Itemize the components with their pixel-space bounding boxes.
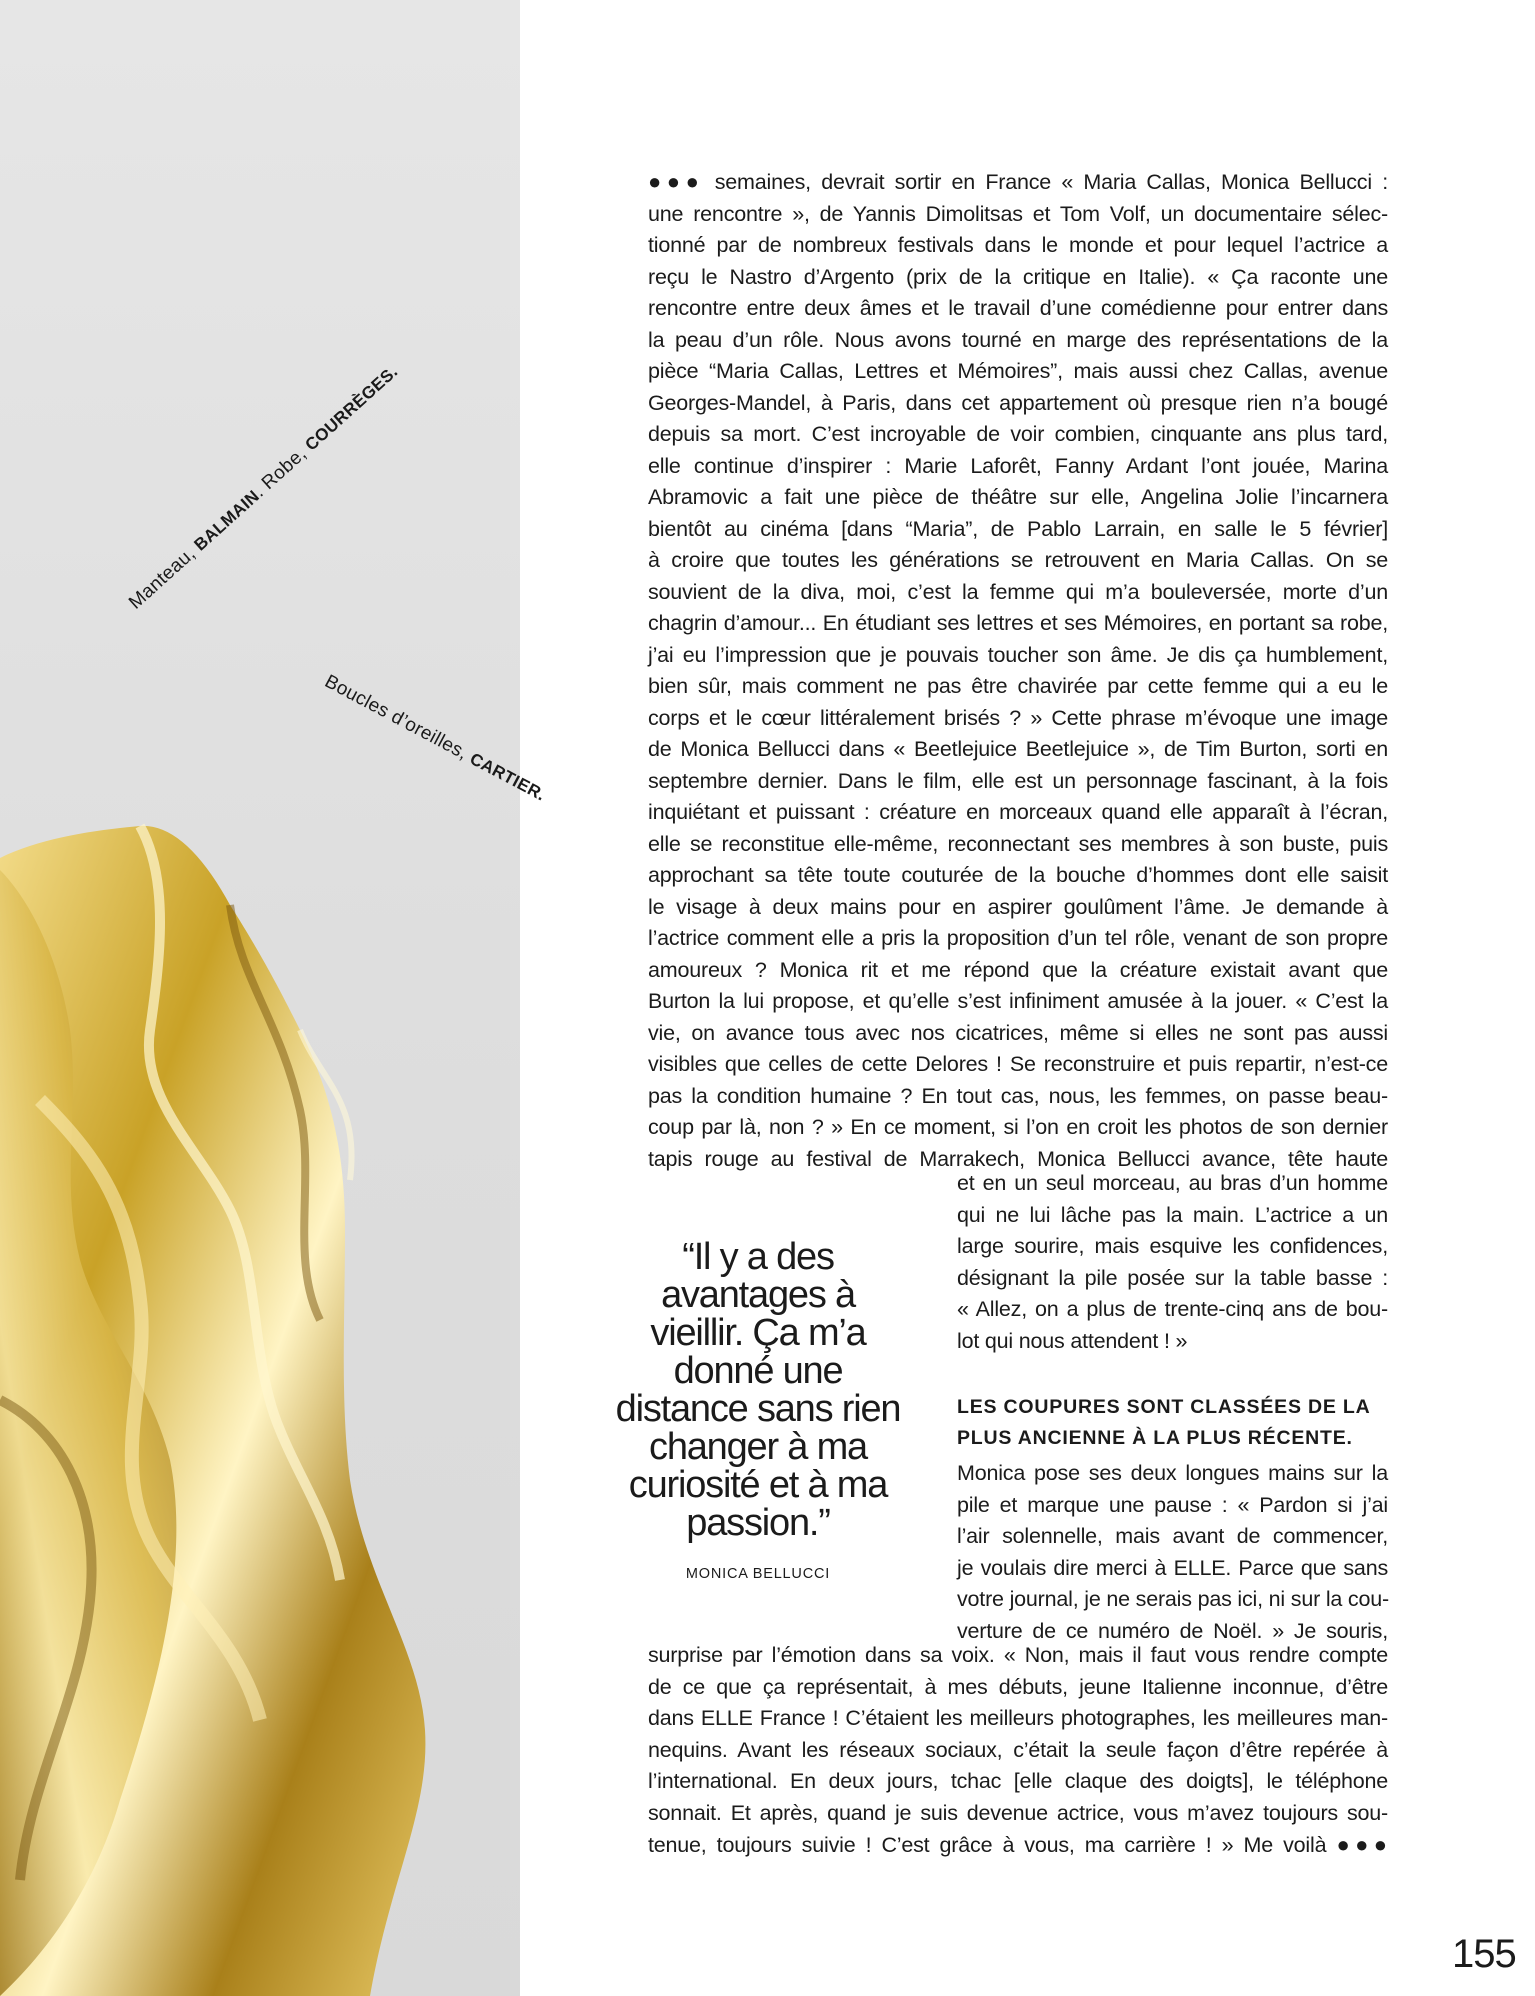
photo-credit-caption-earrings: Boucles d’oreilles, CARTIER.: [321, 671, 549, 805]
article-main-line: souvient de la diva, moi, c’est la femme qui m’a bouleversée, morte d’un: [648, 579, 1388, 604]
article-main-line: tapis rouge au festival de Marrakech, Monica Bellucci avance, tête haute: [648, 1146, 1388, 1171]
article-right-2-line: Monica pose ses deux longues mains sur la: [957, 1461, 1388, 1485]
pull-quote: [598, 1238, 918, 1542]
photo-credit-caption-clothing: Manteau, BALMAIN. Robe, COURRÈGES.: [125, 361, 402, 614]
article-main-line: l’actrice comment elle a pris la proposition d’un tel rôle, venant de son propre: [648, 926, 1388, 950]
article-main-line: la peau d’un rôle. Nous avons tourné en marge des représentations de la: [648, 327, 1388, 352]
bullets-start: ●●●: [648, 169, 705, 194]
pull-quote-line: distance sans rien: [615, 1388, 901, 1430]
article-main-line: Burton la lui propose, et qu’elle s’est infiniment amusée à la jouer. « C’est la: [648, 989, 1388, 1013]
article-main-line: visibles que celles de cette Delores ! Se reconstruire et puis repartir, n’est-ce: [648, 1052, 1388, 1076]
article-main-line: reçu le Nastro d’Argento (prix de la critique en Italie). « Ça raconte une: [648, 264, 1388, 289]
article-right-2-line: verture de ce numéro de Noël. » Je souris,: [957, 1618, 1388, 1643]
article-bottom-line: l’international. En deux jours, tchac [elle claque des doigts], le téléphone: [648, 1769, 1388, 1793]
article-main-line: inquiétant et puissant : créature en morceaux quand elle apparaît à l’écran,: [648, 800, 1388, 824]
pull-quote-line: donné une: [673, 1350, 843, 1392]
article-main-line: bien sûr, mais comment ne pas être chavirée par cette femme qui a eu le: [648, 674, 1388, 698]
article-main-line: chagrin d’amour... En étudiant ses lettres et ses Mémoires, en portant sa robe,: [648, 611, 1388, 635]
article-bottom-block: [648, 1640, 1388, 1862]
article-main-line: Abramovic a fait une pièce de théâtre sur elle, Angelina Jolie l’incarnera: [648, 485, 1388, 509]
brand-cartier: CARTIER.: [466, 749, 549, 805]
article-bottom-line: nequins. Avant les réseaux sociaux, c’était la seule façon d’être repérée à: [648, 1737, 1388, 1762]
article-main-line: rencontre entre deux âmes et le travail d’une comédienne pour entrer dans: [648, 296, 1388, 320]
article-bottom-line: tenue, toujours suivie ! C’est grâce à vous, ma carrière ! » Me voilà ●●●: [648, 1832, 1388, 1857]
gold-garment-image: [0, 0, 520, 1996]
article-right-line: qui ne lui lâche pas la main. L’actrice a un: [957, 1202, 1388, 1227]
article-bottom-line: surprise par l’émotion dans sa voix. « Non, mais il faut vous rendre compte: [648, 1643, 1388, 1667]
article-main-line: une rencontre », de Yannis Dimolitsas et Tom Volf, un documentaire sélec-: [648, 201, 1388, 226]
article-main-line: septembre dernier. Dans le film, elle est un personnage fascinant, à la fois: [648, 768, 1388, 793]
article-main-line: amoureux ? Monica rit et me répond que la créature existait avant que: [648, 957, 1388, 982]
article-bottom-line: sonnait. Et après, quand je suis devenue actrice, vous m’avez toujours sou-: [648, 1800, 1388, 1825]
article-main-line: coup par là, non ? » En ce moment, si l’on en croit les photos de son dernier: [648, 1115, 1388, 1139]
article-main-line: ●●● semaines, devrait sortir en France « Maria Callas, Monica Bellucci :: [648, 169, 1388, 194]
article-right-2-line: votre journal, je ne serais pas ici, ni sur la cou-: [957, 1587, 1389, 1611]
article-right-column: [957, 1168, 1388, 1357]
article-subhead-line: LES COUPURES SONT CLASSÉES DE LA: [957, 1396, 1371, 1418]
article-right-line: et en un seul morceau, au bras d’un homme: [957, 1171, 1388, 1195]
article-main-line: approchant sa tête toute couturée de la bouche d’hommes dont elle saisit: [648, 863, 1388, 887]
article-main-line: corps et le cœur littéralement brisés ? » Cette phrase m’évoque une image: [648, 705, 1388, 730]
article-main-line: j’ai eu l’impression que je pouvais toucher son âme. Je dis ça humblement,: [648, 642, 1388, 667]
pull-quote-line: vieillir. Ça m’a: [650, 1312, 866, 1354]
article-main-line: bientôt au cinéma [dans “Maria”, de Pablo Larrain, en salle le 5 février]: [648, 516, 1388, 541]
article-bottom-line: dans ELLE France ! C’étaient les meilleurs photographes, les meilleures man-: [648, 1706, 1388, 1730]
article-main-line: à croire que toutes les générations se retrouvent en Maria Callas. On se: [648, 548, 1388, 572]
page-number: 155: [1452, 1932, 1516, 1976]
article-subheading: [957, 1392, 1388, 1454]
article-right-line: désignant la pile posée sur la table basse :: [957, 1265, 1388, 1290]
article-main-line: elle continue d’inspirer : Marie Laforêt, Fanny Ardant l’ont jouée, Marina: [648, 453, 1388, 478]
bullets-end: ●●●: [1336, 1832, 1388, 1857]
pull-quote-line: avantages à: [661, 1274, 855, 1316]
article-main-line: pas la condition humaine ? En tout cas, nous, les femmes, on passe beau-: [648, 1083, 1388, 1108]
article-right-column-2: [957, 1458, 1388, 1647]
article-main-line: depuis sa mort. C’est incroyable de voir combien, cinquante ans plus tard,: [648, 422, 1388, 446]
article-right-2-line: l’air solennelle, mais avant de commencer,: [957, 1524, 1388, 1548]
photo-panel: [0, 0, 549, 1996]
article-bottom-line: de ce que ça représentait, à mes débuts, jeune Italienne inconnue, d’être: [648, 1674, 1388, 1699]
article-subhead-line: PLUS ANCIENNE À LA PLUS RÉCENTE.: [957, 1427, 1353, 1449]
brand-balmain: BALMAIN: [190, 486, 263, 555]
pull-quote-line: curiosité et à ma: [628, 1464, 888, 1506]
article-right-line: large sourire, mais esquive les confidences,: [957, 1234, 1388, 1258]
article-right-line: lot qui nous attendent ! »: [957, 1328, 1188, 1353]
article-main-line: pièce “Maria Callas, Lettres et Mémoires”, mais aussi chez Callas, avenue: [648, 359, 1388, 383]
pull-quote-line: changer à ma: [649, 1426, 867, 1468]
article-main-line: elle se reconstitue elle-même, reconnectant ses membres à son buste, puis: [648, 831, 1388, 856]
brand-courreges: COURRÈGES.: [301, 361, 402, 455]
pull-quote-line: passion.”: [686, 1502, 830, 1544]
article-right-line: « Allez, on a plus de trente-cinq ans de bou-: [957, 1297, 1388, 1321]
article-main-line: vie, on avance tous avec nos cicatrices, même si elles ne sont pas aussi: [648, 1020, 1388, 1045]
article-right-2-line: je voulais dire merci à ELLE. Parce que sans: [957, 1555, 1388, 1580]
article-right-2-line: pile et marque une pause : « Pardon si j’ai: [957, 1492, 1388, 1517]
article-main-line: Georges-Mandel, à Paris, dans cet appartement où presque rien n’a bougé: [648, 390, 1388, 415]
article-main-line: le visage à deux mains pour en aspirer goulûment l’âme. Je demande à: [648, 894, 1388, 919]
article-main-column: [648, 166, 1388, 1175]
pull-quote-line: “Il y a des: [682, 1236, 834, 1278]
pull-quote-author: MONICA BELLUCCI: [685, 1566, 831, 1582]
article-main-line: tionné par de nombreux festivals dans le monde et pour lequel l’actrice a: [648, 233, 1388, 257]
article-main-line: de Monica Bellucci dans « Beetlejuice Beetlejuice », de Tim Burton, sorti en: [648, 737, 1388, 761]
